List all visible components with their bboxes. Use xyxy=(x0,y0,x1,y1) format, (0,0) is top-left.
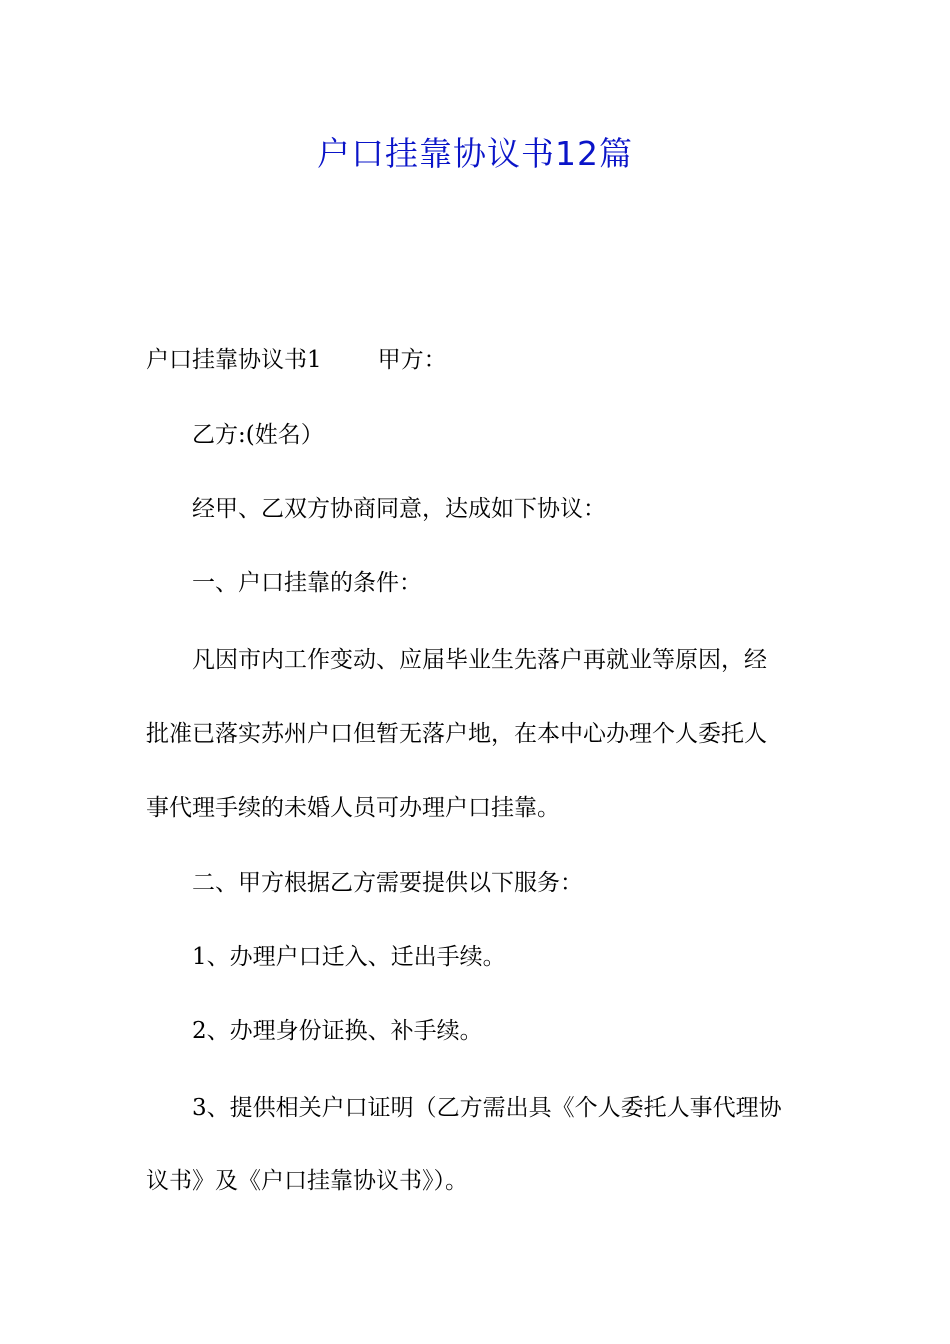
first-line xyxy=(146,345,447,375)
paragraph-line: 乙方:(姓名） xyxy=(192,422,324,448)
section-heading: 二、甲方根据乙方需要提供以下服务： xyxy=(192,870,583,896)
list-item: 3、提供相关户口证明（乙方需出具《个人委托人事代理协 xyxy=(192,1095,782,1121)
list-item: 2、办理身份证换、补手续。 xyxy=(192,1018,483,1044)
list-item-continuation: 议书》及《户口挂靠协议书》）。 xyxy=(146,1168,468,1194)
list-item: 1、办理户口迁入、迁出手续。 xyxy=(192,944,506,970)
agreement-heading: 户口挂靠协议书1 xyxy=(146,347,322,373)
section-heading: 一、户口挂靠的条件： xyxy=(192,570,422,596)
paragraph-line: 凡因市内工作变动、应届毕业生先落户再就业等原因，经 xyxy=(192,647,767,673)
party-a-label: 甲方： xyxy=(377,347,447,373)
paragraph-line: 事代理手续的未婚人员可办理户口挂靠。 xyxy=(146,795,560,821)
paragraph-line: 经甲、乙双方协商同意，达成如下协议： xyxy=(192,496,606,522)
paragraph-line: 批准已落实苏州户口但暂无落户地，在本中心办理个人委托人 xyxy=(146,721,767,747)
document-title: 户口挂靠协议书12篇 xyxy=(317,134,633,173)
